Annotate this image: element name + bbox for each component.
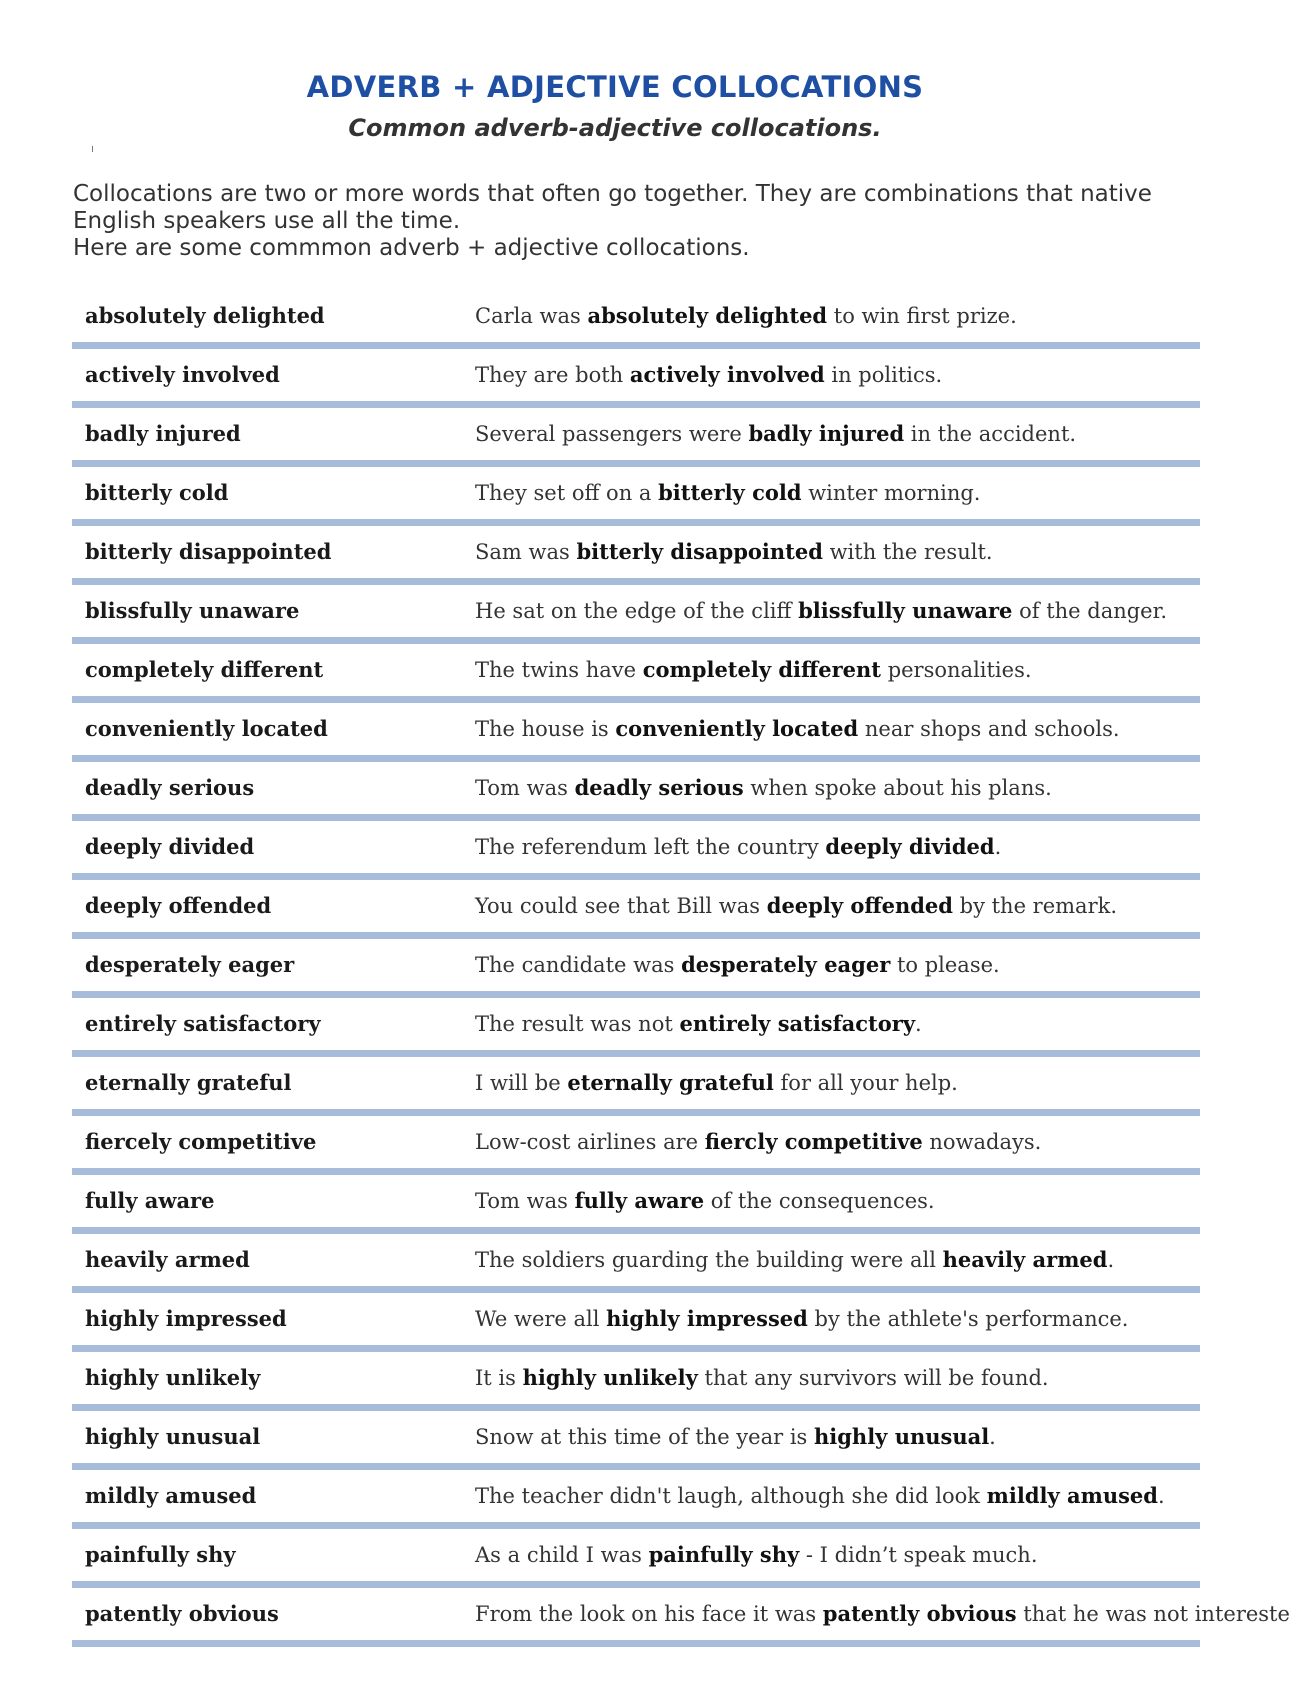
table-row: [72, 939, 1200, 998]
example-text-before: It is: [475, 1366, 523, 1390]
example-sentence: [475, 716, 1120, 742]
collocation-term: painfully shy: [85, 1542, 236, 1567]
table-row: [72, 821, 1200, 880]
example-text-after: .: [1157, 1484, 1165, 1508]
table-row: [72, 998, 1200, 1057]
table-row: [72, 1057, 1200, 1116]
table-row: [72, 1234, 1200, 1293]
example-text-after: that he was not intereste: [1016, 1602, 1290, 1626]
collocation-term: deeply offended: [85, 893, 272, 918]
example-text-before: We were all: [475, 1307, 607, 1331]
collocation-term: completely different: [85, 657, 324, 682]
example-sentence: [475, 1129, 1041, 1155]
example-sentence: [475, 1011, 922, 1037]
example-collocation: mildly amused: [986, 1483, 1158, 1508]
example-text-after: that any survivors will be found.: [697, 1366, 1049, 1390]
example-collocation: painfully shy: [648, 1542, 800, 1567]
example-text-before: The twins have: [475, 658, 643, 682]
example-text-after: in the accident.: [904, 422, 1077, 446]
collocation-term: highly unlikely: [85, 1365, 261, 1390]
example-collocation: actively involved: [629, 362, 825, 387]
example-text-before: They are both: [475, 363, 630, 387]
example-collocation: fully aware: [574, 1188, 705, 1213]
table-row: [72, 349, 1200, 408]
example-collocation: bitterly disappointed: [576, 539, 823, 564]
example-text-after: when spoke about his plans.: [743, 776, 1052, 800]
collocation-term: mildly amused: [85, 1483, 257, 1508]
example-collocation: conveniently located: [615, 716, 859, 741]
collocation-term: absolutely delighted: [85, 303, 325, 328]
example-collocation: highly impressed: [606, 1306, 808, 1331]
example-sentence: [475, 1365, 1049, 1391]
intro-paragraph-2: Here are some commmon adverb + adjective collocations.: [73, 235, 750, 261]
example-sentence: [475, 893, 1117, 919]
example-collocation: deeply divided: [825, 834, 995, 859]
example-sentence: [475, 657, 1032, 683]
example-collocation: deeply offended: [766, 893, 953, 918]
example-text-before: He sat on the edge of the cliff: [475, 599, 799, 623]
example-text-before: Snow at this time of the year is: [475, 1425, 814, 1449]
collocation-term: desperately eager: [85, 952, 295, 977]
collocation-term: bitterly cold: [85, 480, 229, 505]
example-collocation: eternally grateful: [567, 1070, 774, 1095]
table-row: [72, 703, 1200, 762]
collocation-term: deadly serious: [85, 775, 255, 800]
collocation-term: eternally grateful: [85, 1070, 292, 1095]
collocation-term: highly impressed: [85, 1306, 287, 1331]
collocation-term: bitterly disappointed: [85, 539, 332, 564]
collocation-term: fully aware: [85, 1188, 215, 1213]
example-text-after: .: [915, 1012, 922, 1036]
example-collocation: completely different: [642, 657, 882, 682]
table-row: [72, 880, 1200, 939]
page-subtitle: Common adverb-adjective collocations.: [348, 114, 882, 142]
example-text-before: The referendum left the country: [475, 835, 826, 859]
table-row: [72, 762, 1200, 821]
example-text-after: personalities.: [881, 658, 1032, 682]
collocation-term: badly injured: [85, 421, 241, 446]
example-text-after: to please.: [890, 953, 1000, 977]
table-row: [72, 1470, 1200, 1529]
example-text-after: winter morning.: [801, 481, 981, 505]
intro-paragraph-1: Collocations are two or more words that often go together. They are combinations that native English speakers use all the time.: [73, 181, 1152, 234]
example-sentence: [475, 598, 1167, 624]
collocation-term: highly unusual: [85, 1424, 261, 1449]
example-text-before: Carla was: [475, 304, 588, 328]
example-text-after: by the remark.: [952, 894, 1118, 918]
example-sentence: [475, 1483, 1165, 1509]
table-row: [72, 467, 1200, 526]
example-text-before: Tom was: [475, 776, 575, 800]
example-collocation: heavily armed: [942, 1247, 1108, 1272]
example-sentence: [475, 775, 1052, 801]
example-text-after: .: [994, 835, 1002, 859]
example-text-before: As a child I was: [475, 1543, 649, 1567]
example-text-after: .: [1107, 1248, 1115, 1272]
example-text-before: I will be: [475, 1071, 568, 1095]
collocation-term: conveniently located: [85, 716, 328, 741]
table-row: [72, 1588, 1290, 1647]
intro-text: [73, 181, 1163, 262]
example-sentence: [475, 1306, 1128, 1332]
table-row: [72, 1352, 1200, 1411]
example-text-after: of the consequences.: [704, 1189, 935, 1213]
example-text-after: - I didn’t speak much.: [799, 1543, 1038, 1567]
example-text-before: Tom was: [475, 1189, 575, 1213]
collocation-term: patently obvious: [85, 1601, 279, 1626]
example-collocation: highly unusual: [814, 1424, 990, 1449]
example-text-after: to win first prize.: [827, 304, 1017, 328]
example-text-after: of the danger.: [1012, 599, 1168, 623]
stray-mark: [92, 146, 93, 152]
example-text-after: .: [989, 1425, 996, 1449]
example-sentence: [475, 303, 1017, 329]
example-collocation: desperately eager: [681, 952, 891, 977]
example-collocation: entirely satisfactory: [679, 1011, 916, 1036]
table-row: [72, 526, 1200, 585]
example-sentence: [475, 1424, 996, 1450]
example-collocation: badly injured: [748, 421, 905, 446]
example-text-before: Low-cost airlines are: [475, 1130, 705, 1154]
example-collocation: fiercly competitive: [704, 1129, 923, 1154]
collocation-term: deeply divided: [85, 834, 255, 859]
example-sentence: [475, 539, 993, 565]
example-text-before: They set off on a: [475, 481, 659, 505]
collocation-term: blissfully unaware: [85, 598, 300, 623]
example-text-after: by the athlete's performance.: [807, 1307, 1129, 1331]
page-title: ADVERB + ADJECTIVE COLLOCATIONS: [306, 70, 924, 104]
example-collocation: blissfully unaware: [798, 598, 1013, 623]
collocation-table: [72, 290, 1290, 1647]
table-row: [72, 290, 1200, 349]
example-collocation: highly unlikely: [522, 1365, 698, 1390]
example-sentence: [475, 1601, 1290, 1627]
example-sentence: [475, 834, 1001, 860]
example-text-before: You could see that Bill was: [475, 894, 767, 918]
example-sentence: [475, 952, 1000, 978]
example-sentence: [475, 1070, 958, 1096]
example-text-before: The teacher didn't laugh, although she did look: [475, 1484, 987, 1508]
table-row: [72, 1116, 1200, 1175]
example-text-before: The soldiers guarding the building were all: [475, 1248, 943, 1272]
example-sentence: [475, 362, 942, 388]
example-text-before: The result was not: [475, 1012, 680, 1036]
table-row: [72, 1175, 1200, 1234]
example-collocation: patently obvious: [822, 1601, 1017, 1626]
example-sentence: [475, 480, 980, 506]
collocation-term: fiercely competitive: [85, 1129, 317, 1154]
example-collocation: deadly serious: [574, 775, 744, 800]
collocation-term: actively involved: [85, 362, 280, 387]
example-sentence: [475, 421, 1076, 447]
table-row: [72, 1293, 1200, 1352]
example-text-after: nowadays.: [922, 1130, 1042, 1154]
example-text-after: in politics.: [824, 363, 943, 387]
example-text-after: with the result.: [822, 540, 993, 564]
example-collocation: absolutely delighted: [587, 303, 828, 328]
example-sentence: [475, 1247, 1114, 1273]
example-sentence: [475, 1188, 935, 1214]
collocation-term: heavily armed: [85, 1247, 250, 1272]
table-row: [72, 1529, 1200, 1588]
example-collocation: bitterly cold: [658, 480, 802, 505]
table-row: [72, 585, 1200, 644]
example-text-before: From the look on his face it was: [475, 1602, 823, 1626]
example-text-before: Several passengers were: [475, 422, 749, 446]
example-text-before: The candidate was: [475, 953, 682, 977]
example-text-before: The house is: [475, 717, 616, 741]
table-row: [72, 1411, 1200, 1470]
table-row: [72, 408, 1200, 467]
example-text-after: for all your help.: [773, 1071, 958, 1095]
collocation-term: entirely satisfactory: [85, 1011, 321, 1036]
example-text-after: near shops and schools.: [858, 717, 1120, 741]
example-text-before: Sam was: [475, 540, 577, 564]
table-row: [72, 644, 1200, 703]
example-sentence: [475, 1542, 1038, 1568]
